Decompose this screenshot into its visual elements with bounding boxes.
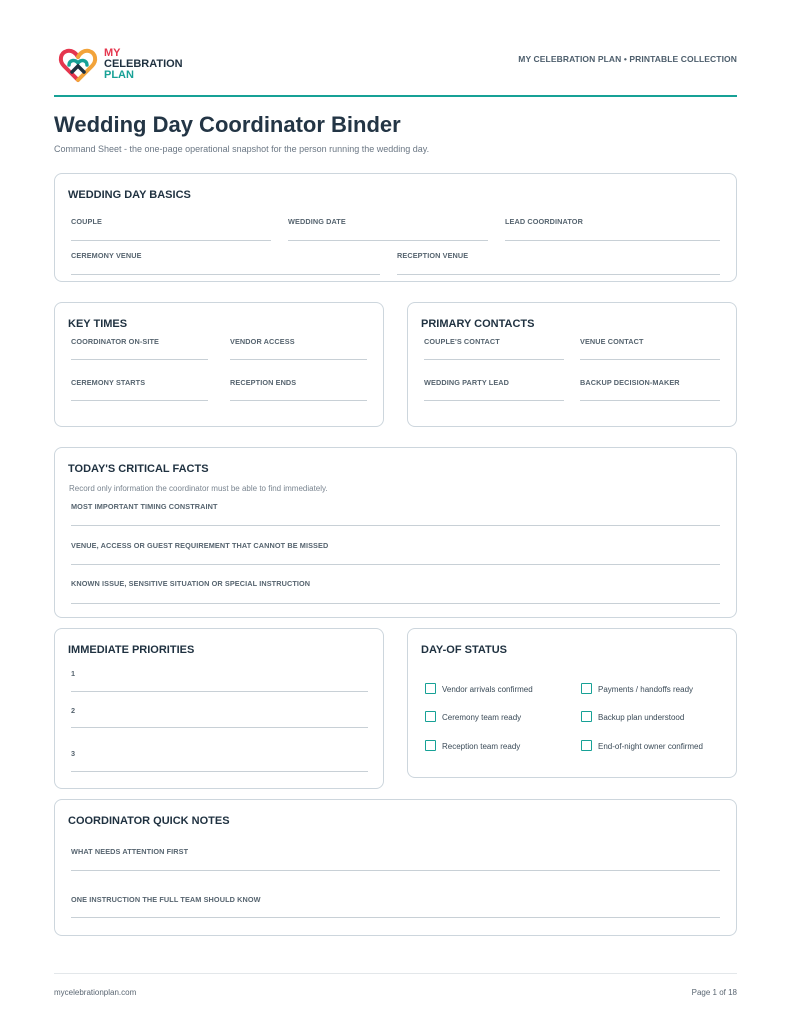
checkbox-label: Reception team ready — [442, 742, 521, 751]
priority-field-1[interactable] — [71, 691, 368, 692]
wedding-date-label: WEDDING DATE — [288, 217, 346, 226]
heart-logo-icon — [58, 45, 98, 85]
ceremony-team-checkbox[interactable] — [425, 711, 436, 722]
coordinator-onsite-field[interactable] — [71, 359, 208, 360]
card-title: DAY-OF STATUS — [421, 644, 507, 656]
reception-ends-field[interactable] — [230, 400, 367, 401]
team-instruction-label: ONE INSTRUCTION THE FULL TEAM SHOULD KNOW — [71, 895, 261, 904]
vendor-access-label: VENDOR ACCESS — [230, 337, 295, 346]
reception-team-checkbox[interactable] — [425, 740, 436, 751]
key-times-card — [54, 302, 384, 427]
checkbox-label: End-of-night owner confirmed — [598, 742, 703, 751]
priority-number: 1 — [71, 669, 76, 678]
checkbox-label: Backup plan understood — [598, 713, 685, 722]
wedding-day-basics-card — [54, 173, 737, 282]
card-title: PRIMARY CONTACTS — [421, 318, 535, 330]
payments-handoffs-checkbox[interactable] — [581, 683, 592, 694]
card-title: IMMEDIATE PRIORITIES — [68, 644, 195, 656]
attention-label: WHAT NEEDS ATTENTION FIRST — [71, 847, 189, 856]
priority-field-3[interactable] — [71, 771, 368, 772]
collection-tagline: MY CELEBRATION PLAN • PRINTABLE COLLECTION — [518, 54, 737, 64]
backup-decision-maker-label: BACKUP DECISION-MAKER — [580, 378, 680, 387]
quick-notes-card — [54, 799, 737, 936]
wedding-party-lead-label: WEDDING PARTY LEAD — [424, 378, 510, 387]
couple-field[interactable] — [71, 240, 271, 241]
ceremony-venue-field[interactable] — [71, 274, 380, 275]
team-instruction-field[interactable] — [71, 917, 720, 918]
vendor-arrivals-checkbox[interactable] — [425, 683, 436, 694]
priority-field-2[interactable] — [71, 727, 368, 728]
immediate-priorities-card — [54, 628, 384, 789]
ceremony-venue-label: CEREMONY VENUE — [71, 251, 142, 260]
primary-contacts-card — [407, 302, 737, 427]
ceremony-starts-field[interactable] — [71, 400, 208, 401]
checkbox-label: Payments / handoffs ready — [598, 685, 694, 694]
footer-divider — [54, 973, 737, 974]
vendor-access-field[interactable] — [230, 359, 367, 360]
page-header — [54, 42, 737, 97]
checkbox-label: Ceremony team ready — [442, 713, 522, 722]
footer-site: mycelebrationplan.com — [54, 988, 137, 997]
checkbox-label: Vendor arrivals confirmed — [442, 685, 533, 694]
couple-label: COUPLE — [71, 217, 103, 226]
venue-requirement-field[interactable] — [71, 564, 720, 565]
couples-contact-field[interactable] — [424, 359, 564, 360]
coordinator-onsite-label: COORDINATOR ON-SITE — [71, 337, 159, 346]
card-title: WEDDING DAY BASICS — [68, 189, 191, 201]
reception-ends-label: RECEPTION ENDS — [230, 378, 297, 387]
venue-contact-label: VENUE CONTACT — [580, 337, 644, 346]
wedding-date-field[interactable] — [288, 240, 488, 241]
lead-coordinator-label: LEAD COORDINATOR — [505, 217, 583, 226]
attention-field[interactable] — [71, 870, 720, 871]
priority-number: 3 — [71, 749, 76, 758]
brand-logo — [58, 44, 188, 88]
timing-constraint-label: MOST IMPORTANT TIMING CONSTRAINT — [71, 502, 218, 511]
critical-facts-note: Record only information the coordinator must be able to find immediately. — [69, 484, 328, 493]
day-of-status-card — [407, 628, 737, 778]
venue-requirement-label: VENUE, ACCESS OR GUEST REQUIREMENT THAT CANNOT BE MISSED — [71, 541, 329, 550]
logo-wordmark: MY CELEBRATION PLAN — [104, 47, 183, 81]
known-issue-label: KNOWN ISSUE, SENSITIVE SITUATION OR SPECIAL INSTRUCTION — [71, 579, 311, 588]
backup-plan-checkbox[interactable] — [581, 711, 592, 722]
critical-facts-card — [54, 447, 737, 618]
page-number: Page 1 of 18 — [691, 988, 737, 997]
backup-decision-maker-field[interactable] — [580, 400, 720, 401]
lead-coordinator-field[interactable] — [505, 240, 720, 241]
known-issue-field[interactable] — [71, 603, 720, 604]
reception-venue-label: RECEPTION VENUE — [397, 251, 469, 260]
couples-contact-label: COUPLE'S CONTACT — [424, 337, 500, 346]
timing-constraint-field[interactable] — [71, 525, 720, 526]
wedding-party-lead-field[interactable] — [424, 400, 564, 401]
card-title: TODAY'S CRITICAL FACTS — [68, 463, 209, 475]
end-of-night-checkbox[interactable] — [581, 740, 592, 751]
page-subtitle: Command Sheet - the one-page operational snapshot for the person running the wedding day. — [54, 144, 430, 154]
page-title: Wedding Day Coordinator Binder — [54, 112, 401, 137]
ceremony-starts-label: CEREMONY STARTS — [71, 378, 146, 387]
priority-number: 2 — [71, 706, 76, 715]
venue-contact-field[interactable] — [580, 359, 720, 360]
reception-venue-field[interactable] — [397, 274, 720, 275]
card-title: COORDINATOR QUICK NOTES — [68, 815, 230, 827]
card-title: KEY TIMES — [68, 318, 128, 330]
